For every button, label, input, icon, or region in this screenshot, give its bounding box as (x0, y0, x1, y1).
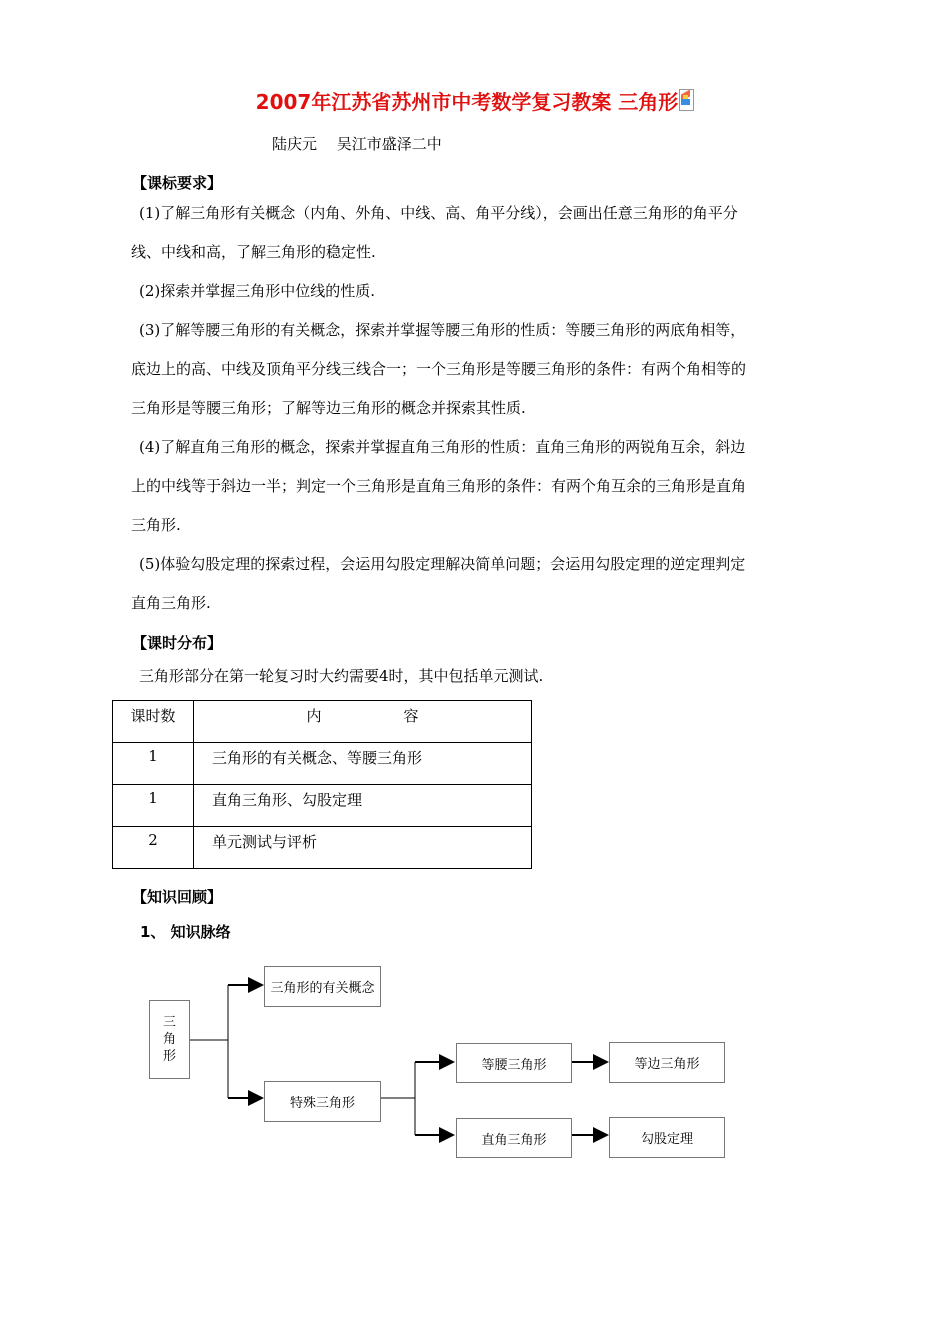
row-2-hours: 1 (113, 785, 194, 827)
standard-5-line-1: (5)体验勾股定理的探索过程，会运用勾股定理解决简单问题；会运用勾股定理的逆定理判定 (139, 555, 746, 573)
header-content-a: 内 (306, 707, 322, 725)
diagram-special: 特殊三角形 (264, 1081, 381, 1122)
root-char-1: 三 (162, 1015, 176, 1030)
diagram-isosceles: 等腰三角形 (456, 1043, 572, 1083)
standard-3-line-2: 底边上的高、中线及顶角平分线三线合一；一个三角形是等腰三角形的条件：有两个角相等的 (131, 360, 747, 378)
standard-1-line-2: 线、中线和高，了解三角形的稳定性. (131, 243, 376, 261)
row-1-content: 三角形的有关概念、等腰三角形 (194, 743, 532, 785)
row-2-content: 直角三角形、勾股定理 (194, 785, 532, 827)
title-text: 2007年江苏省苏州市中考数学复习教案 三角形 (255, 90, 679, 114)
row-3-content: 单元测试与评析 (194, 827, 532, 869)
standard-3-line-3: 三角形是等腰三角形；了解等边三角形的概念并探索其性质. (131, 399, 526, 417)
root-char-3: 形 (162, 1049, 176, 1064)
row-1-hours: 1 (113, 743, 194, 785)
header-content-b: 容 (403, 707, 419, 725)
diagram-pythagoras: 勾股定理 (609, 1117, 725, 1158)
root-char-2: 角 (162, 1032, 176, 1047)
diagram-equilateral: 等边三角形 (609, 1042, 725, 1083)
standard-4-line-1: (4)了解直角三角形的概念，探索并掌握直角三角形的性质：直角三角形的两锐角互余，斜边 (139, 438, 746, 456)
diagram-right: 直角三角形 (456, 1118, 572, 1158)
standards-heading: 【课标要求】 (132, 174, 223, 192)
diagram-concepts: 三角形的有关概念 (264, 966, 381, 1007)
schedule-intro-text: 三角形部分在第一轮复习时大约需要4时，其中包括单元测试. (139, 667, 544, 685)
standard-1-line-1: (1)了解三角形有关概念（内角、外角、中线、高、角平分线），会画出任意三角形的角平分 (139, 204, 738, 222)
review-heading: 【知识回顾】 (132, 888, 223, 906)
header-hours: 课时数 (113, 701, 194, 743)
row-3-hours: 2 (113, 827, 194, 869)
schedule-heading: 【课时分布】 (132, 634, 223, 652)
knowledge-subheading: 1、 知识脉络 (140, 923, 231, 941)
diagram-root-triangle (149, 1000, 190, 1079)
standard-4-line-2: 上的中线等于斜边一半；判定一个三角形是直角三角形的条件：有两个角互余的三角形是直角 (131, 477, 747, 495)
author-line: 陆庆元 吴江市盛泽二中 (272, 135, 442, 153)
standard-3-line-1: (3)了解等腰三角形的有关概念，探索并掌握等腰三角形的性质：等腰三角形的两底角相等， (139, 321, 746, 339)
standard-4-line-3: 三角形. (131, 516, 181, 534)
standard-2-line-1: (2)探索并掌握三角形中位线的性质. (139, 282, 376, 300)
standard-5-line-2: 直角三角形. (131, 594, 211, 612)
